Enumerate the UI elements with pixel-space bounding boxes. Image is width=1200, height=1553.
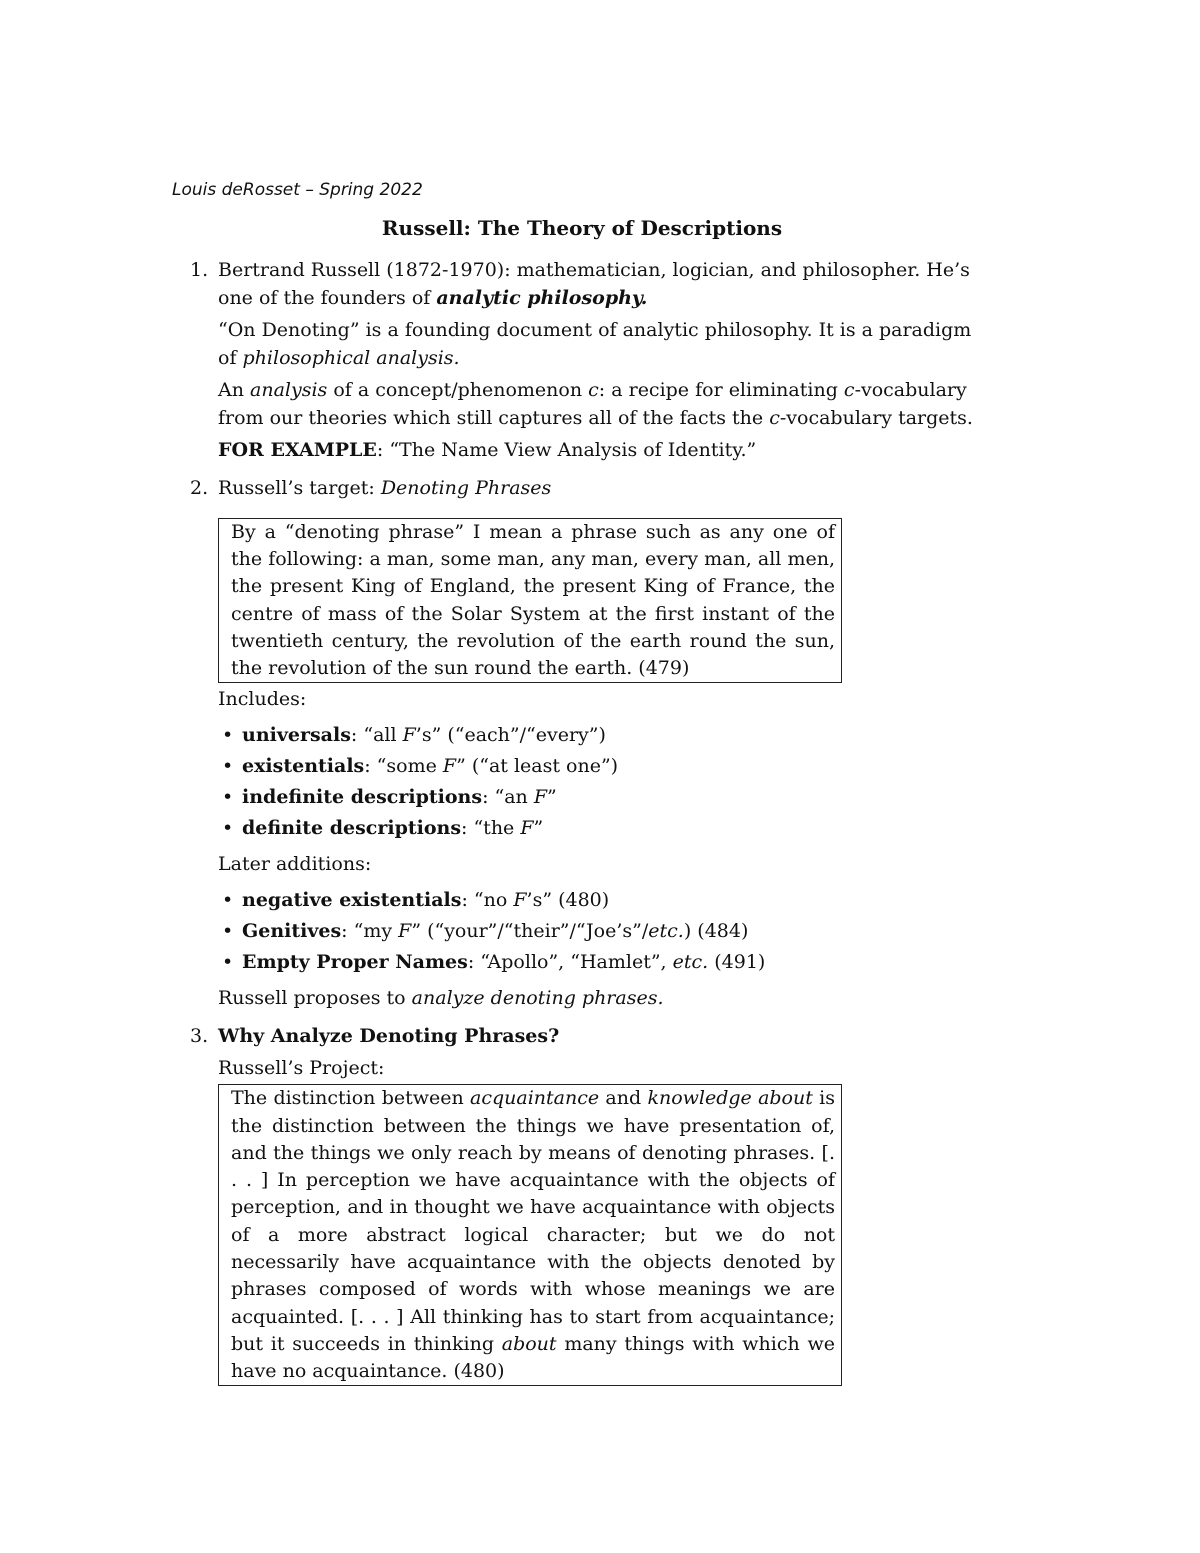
bullet-icon: •: [222, 786, 234, 809]
section-2-heading: Russell’s target: Denoting Phrases: [218, 477, 552, 499]
project-label: Russell’s Project:: [218, 1057, 385, 1080]
page-title: Russell: The Theory of Descriptions: [381, 216, 783, 240]
document-page: [172, 176, 992, 1396]
bullet-icon: •: [222, 724, 234, 747]
section-1-paragraph-1: Bertrand Russell (1872-1970): mathematician, logician, and philosopher. He’s one of the founders of analytic philosophy.: [218, 259, 970, 309]
list-item: • Genitives: “my F” (“your”/“their”/“Joe’s”/etc.) (484): [242, 917, 992, 945]
bullet-icon: •: [222, 889, 234, 912]
section-number: 3.: [190, 1025, 209, 1048]
later-additions-list: [218, 886, 992, 976]
bullet-icon: •: [222, 951, 234, 974]
author-line: Louis deRosset – Spring 2022: [172, 180, 423, 200]
emphasis-analytic-philosophy: analytic philosophy.: [436, 287, 648, 309]
section-number: 2.: [190, 477, 209, 499]
emphasis-philosophical-analysis: philosophical analysis.: [242, 347, 460, 369]
acquaintance-quote: The distinction between acquaintance and knowledge about is the distinction between the things we have presentation of, and the things we only reach by means of denoting phrases. [. . . ] In perception we have acquaintance with the objects of perception, and in thought we have acquaintance with objects of a more abstract logical character; but we do not necessarily have acquaintance with the objects denoted by phrases composed of words with whose meanings we are acquainted. [. . . ] All thinking has to start from acquaintance; but it succeeds in thinking about many things with which we have no acquaintance. (480): [218, 1084, 842, 1386]
list-item: • existentials: “some F” (“at least one”): [242, 752, 992, 780]
list-item: • Empty Proper Names: “Apollo”, “Hamlet”, etc. (491): [242, 948, 992, 976]
section-1: [172, 256, 992, 464]
list-item: • negative existentials: “no F’s” (480): [242, 886, 992, 914]
section-1-paragraph-3: An analysis of a concept/phenomenon c: a recipe for eliminating c-vocabulary from our theories which still captures all of the facts the c-vocabulary targets.: [218, 379, 973, 429]
section-1-example: FOR EXAMPLE: “The Name View Analysis of Identity.”: [218, 439, 757, 461]
list-item: • definite descriptions: “the F”: [242, 814, 992, 842]
section-3: [172, 1022, 992, 1386]
list-item: • indefinite descriptions: “an F”: [242, 783, 992, 811]
includes-list: [218, 721, 992, 842]
bullet-icon: •: [222, 817, 234, 840]
bullet-icon: •: [222, 920, 234, 943]
includes-label: Includes:: [218, 688, 307, 711]
section-1-paragraph-2: “On Denoting” is a founding document of analytic philosophy. It is a paradigm of philosophical analysis.: [218, 319, 972, 369]
section-3-heading: Why Analyze Denoting Phrases?: [218, 1025, 560, 1048]
section-2-closing: Russell proposes to analyze denoting phrases.: [218, 987, 664, 1010]
section-2: [172, 474, 992, 1012]
later-additions-label: Later additions:: [218, 853, 372, 876]
section-number: 1.: [190, 259, 209, 281]
list-item: • universals: “all F’s” (“each”/“every”): [242, 721, 992, 749]
denoting-phrase-quote: By a “denoting phrase” I mean a phrase such as any one of the following: a man, some man, any man, every man, all men, the present King of England, the present King of France, the centre of mass of the Solar System at the first instant of the twentieth century, the revolution of the earth round the sun, the revolution of the sun round the earth. (479): [218, 518, 842, 683]
bullet-icon: •: [222, 755, 234, 778]
